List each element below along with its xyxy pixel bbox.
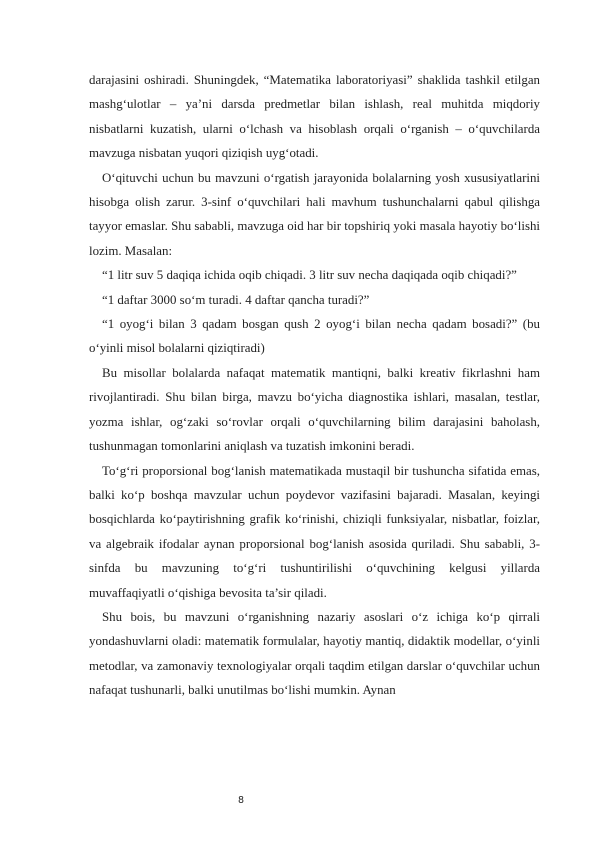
example-water: “1 litr suv 5 daqiqa ichida oqib chiqadi. 3 litr suv necha daqiqada oqib chiqadi?” xyxy=(102,268,517,283)
paragraph-diagnostics: Bu misollar bolalarda nafaqat matematik mantiqni, balki kreativ fikrlashni ham rivojlantiradi. Shu bilan birga, mavzu bo‘yicha diagnostika ishlari, masalan, testlar, yozma ishlar, og‘zaki so‘rovlar orqali o‘quvchilarning bilim darajasini baholash, tushunmagan tomonlarini aniqlash va tuzatish imkonini beradi. xyxy=(89,365,540,454)
paragraph-proportional-foundation: To‘g‘ri proporsional bog‘lanish matematikada mustaqil bir tushuncha sifatida emas, balki ko‘p boshqa mavzular uchun poydevor vazifasini bajaradi. Masalan, keyingi bosqichlarda ko‘paytirishning grafik ko‘rinishi, chiziqli funksiyalar, nisbatlar, foizlar, va algebraik ifodalar aynan proporsional bog‘lanish asosida quriladi. Shu sababli, 3-sinfda bu mavzuning to‘g‘ri tushuntirilishi o‘quvchining kelgusi yillarda muvaffaqiyatli o‘qishiga bevosita ta’sir qiladi. xyxy=(89,463,540,600)
paragraph-theoretical-basis: Shu bois, bu mavzuni o‘rganishning nazariy asoslari o‘z ichiga ko‘p qirrali yondashuvlarni oladi: matematik formulalar, hayotiy mantiq, didaktik modellar, o‘yinli metodlar, va zamonaviy texnologiyalar orqali taqdim etilgan darslar o‘quvchilar uchun nafaqat tushunarli, balki unutilmas bo‘lishi mumkin. Aynan xyxy=(89,609,540,698)
paragraph-age-features: O‘qituvchi uchun bu mavzuni o‘rgatish jarayonida bolalarning yosh xususiyatlarini hisobga olish zarur. 3-sinf o‘quvchilari hali mavhum tushunchalarni qabul qilishga tayyor emaslar. Shu sababli, mavzuga oid har bir topshiriq yoki masala hayotiy bo‘lishi lozim. Masalan: xyxy=(89,170,540,258)
example-bird: “1 oyog‘i bilan 3 qadam bosgan qush 2 oyog‘i bilan necha qadam bosadi?” (bu o‘yinli misol bolalarni qiziqtiradi) xyxy=(89,317,540,356)
paragraph-continuation: darajasini oshiradi. Shuningdek, “Matematika laboratoriyasi” shaklida tashkil etilgan mashg‘ulotlar – ya’ni darsda predmetlar bilan ishlash, real muhitda miqdoriy nisbatlarni kuzatish, ularni o‘lchash va hisoblash orqali o‘rganish – o‘quvchilarda mavzuga nisbatan yuqori qiziqish uyg‘otadi. xyxy=(89,73,540,161)
page-number: 8 xyxy=(237,795,245,806)
body-text xyxy=(89,68,540,703)
example-notebook: “1 daftar 3000 so‘m turadi. 4 daftar qancha turadi?” xyxy=(102,292,370,307)
